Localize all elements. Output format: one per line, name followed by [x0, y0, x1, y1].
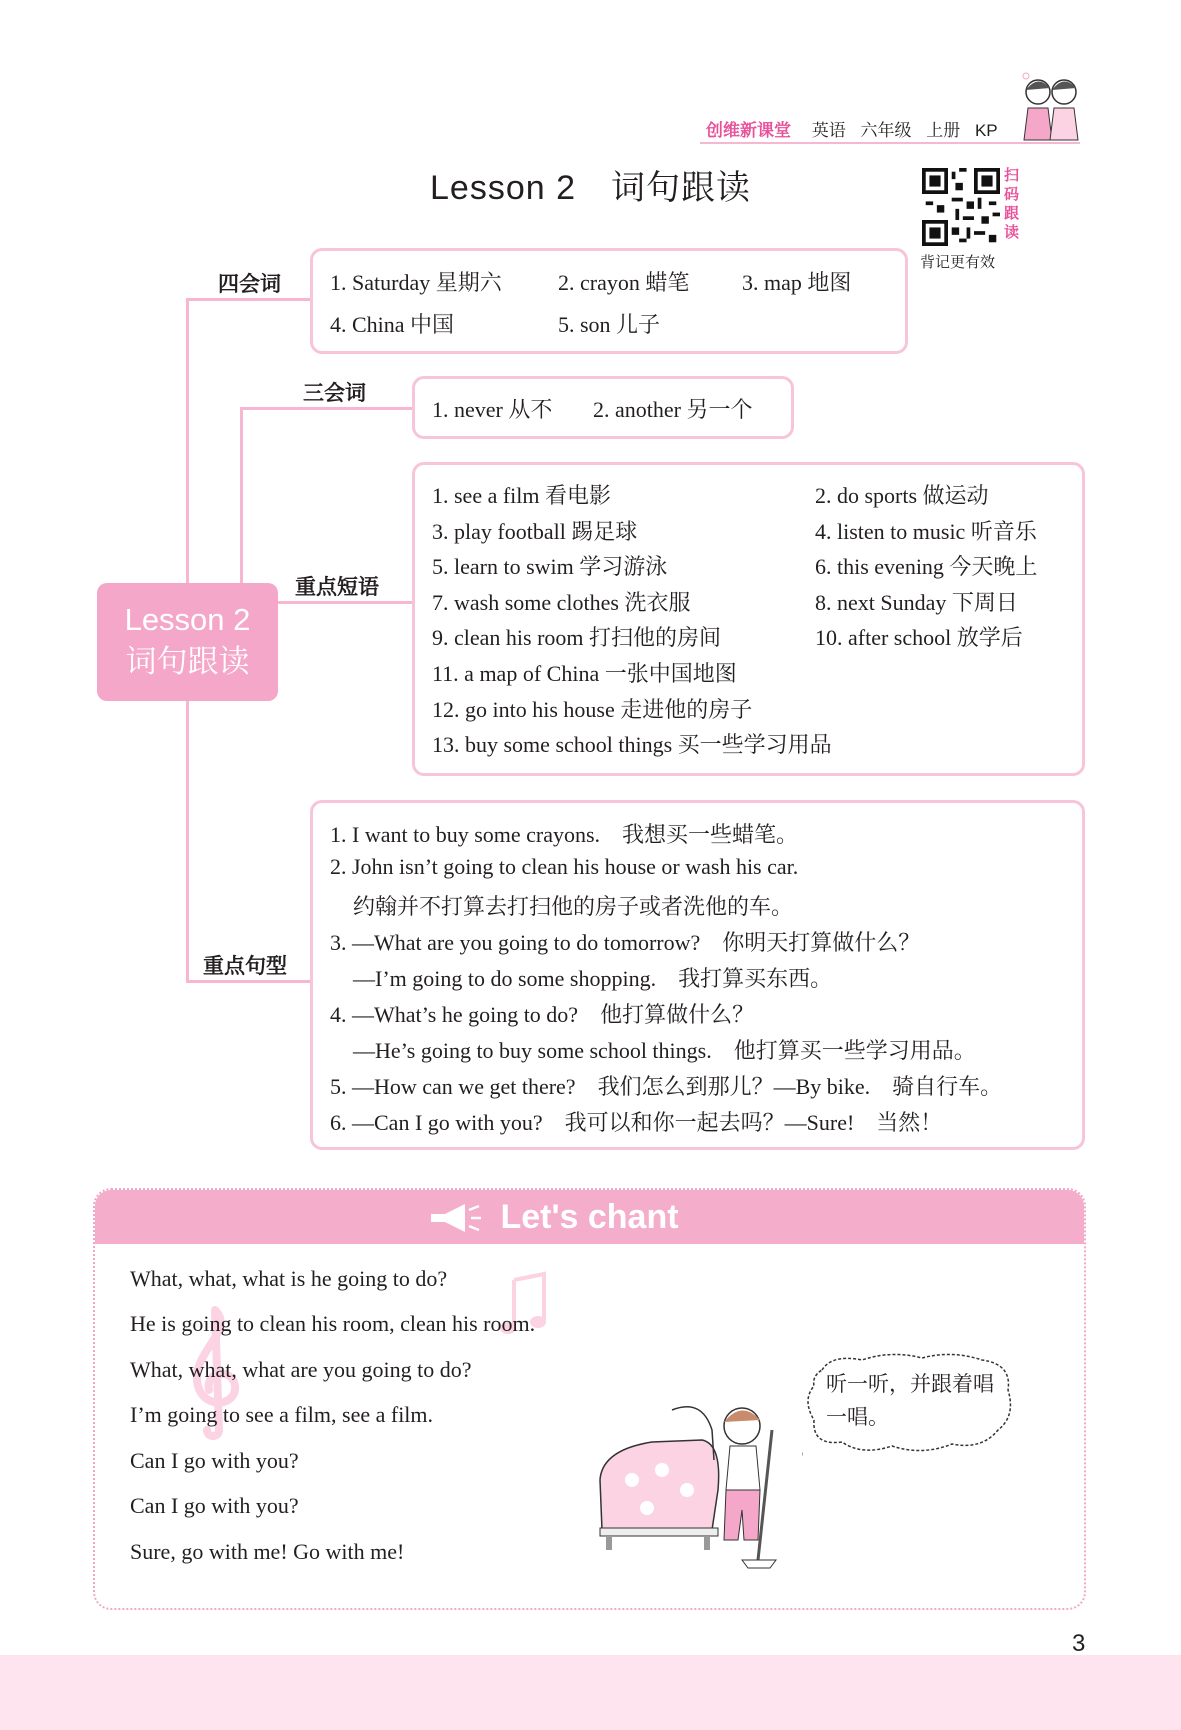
- phrase-item: 2. do sports 做运动: [815, 483, 989, 508]
- qr-side-char: 跟: [1004, 205, 1020, 222]
- grade: 六年级: [860, 121, 912, 140]
- qr-side-char: 读: [1004, 224, 1020, 241]
- sentences-label: 重点句型: [203, 955, 287, 978]
- chant-line: What, what, what is he going to do?: [130, 1266, 448, 1291]
- sentence-line: 2. John isn’t going to clean his house or wash his car.: [330, 854, 799, 879]
- connector-three-skill: [240, 407, 412, 410]
- phrases-label: 重点短语: [295, 576, 379, 599]
- word-item: 1. never 从不: [432, 397, 553, 422]
- running-header: [706, 116, 1008, 141]
- sentence-line: 1. I want to buy some crayons. 我想买一些蜡笔。: [330, 822, 799, 847]
- center-line1: Lesson 2: [124, 602, 251, 637]
- sentence-line: 4. —What’s he going to do? 他打算做什么？: [330, 1002, 755, 1027]
- phrase-item: 12. go into his house 走进他的房子: [432, 697, 753, 722]
- phrase-item: 4. listen to music 听音乐: [815, 519, 1037, 544]
- phrase-item: 5. learn to swim 学习游泳: [432, 554, 668, 579]
- qr-code-icon[interactable]: [922, 168, 1000, 246]
- kids-illustration-icon: [1018, 70, 1088, 150]
- chant-line: What, what, what are you going to do?: [130, 1357, 472, 1382]
- chant-line: Can I go with you?: [130, 1493, 299, 1518]
- page-title: Lesson 2 词句跟读: [430, 169, 751, 207]
- phrase-item: 9. clean his room 打扫他的房间: [432, 625, 722, 650]
- word-item: 1. Saturday 星期六: [330, 270, 502, 295]
- phrase-item: 8. next Sunday 下周日: [815, 590, 1018, 615]
- volume: 上册: [926, 121, 961, 140]
- word-item: 3. map 地图: [742, 270, 852, 295]
- chant-line: I’m going to see a film, see a film.: [130, 1402, 434, 1427]
- connector-sentences: [186, 980, 310, 983]
- connector-phrases: [278, 601, 412, 604]
- qr-note: 背记更有效: [920, 255, 996, 271]
- bottom-band: [0, 1655, 1181, 1730]
- phrase-item: 1. see a film 看电影: [432, 483, 612, 508]
- phrase-item: 13. buy some school things 买一些学习用品: [432, 732, 832, 757]
- three-skill-box: [412, 376, 794, 439]
- sentence-line: 3. —What are you going to do tomorrow? 你明天打算做什么？: [330, 930, 921, 955]
- page-number: 3: [1072, 1630, 1086, 1657]
- three-skill-label: 三会词: [303, 382, 366, 405]
- subject: 英语: [811, 121, 846, 140]
- phrase-item: 11. a map of China 一张中国地图: [432, 661, 737, 686]
- word-item: 5. son 儿子: [558, 312, 661, 337]
- phrases-box: [412, 462, 1085, 776]
- chant-line: He is going to clean his room, clean his room.: [130, 1311, 536, 1336]
- sentence-line: 约翰并不打算去打扫他的房子或者洗他的车。: [353, 894, 794, 919]
- word-item: 2. another 另一个: [593, 397, 753, 422]
- phrase-item: 3. play football 踢足球: [432, 519, 638, 544]
- edition: KP: [974, 121, 998, 140]
- lesson-center-node: [97, 583, 278, 701]
- tree-branch: [240, 407, 243, 604]
- bubble-text: 听一听，并跟着唱一唱。: [826, 1372, 994, 1429]
- qr-side-label: [1004, 166, 1024, 242]
- sentences-box: [310, 800, 1085, 1150]
- phrase-item: 7. wash some clothes 洗衣服: [432, 590, 691, 615]
- sentence-line: 6. —Can I go with you? 我可以和你一起去吗？—Sure! 当然！: [330, 1110, 943, 1135]
- phrase-item: 6. this evening 今天晚上: [815, 554, 1038, 579]
- word-item: 4. China 中国: [330, 312, 455, 337]
- word-item: 2. crayon 蜡笔: [558, 270, 690, 295]
- sentence-line: 5. —How can we get there? 我们怎么到那儿？—By bike. 骑自行车。: [330, 1074, 1003, 1099]
- phrase-item: 10. after school 放学后: [815, 625, 1023, 650]
- connector-four-skill: [186, 298, 310, 301]
- four-skill-box: [310, 248, 908, 354]
- sentence-line: —I’m going to do some shopping. 我打算买东西。: [353, 966, 833, 991]
- sentence-line: —He’s going to buy some school things. 他打算买一些学习用品。: [353, 1038, 976, 1063]
- four-skill-label: 四会词: [218, 273, 281, 296]
- qr-side-char: 扫: [1004, 167, 1020, 184]
- chant-line: Can I go with you?: [130, 1448, 299, 1473]
- brand-name: 创维新课堂: [706, 121, 791, 140]
- boy-cleaning-illustration-icon: [592, 1390, 812, 1570]
- chant-title: Let's chant: [500, 1198, 679, 1236]
- qr-side-char: 码: [1004, 186, 1020, 203]
- center-line2: 词句跟读: [125, 644, 250, 679]
- chant-line: Sure, go with me! Go with me!: [130, 1539, 405, 1564]
